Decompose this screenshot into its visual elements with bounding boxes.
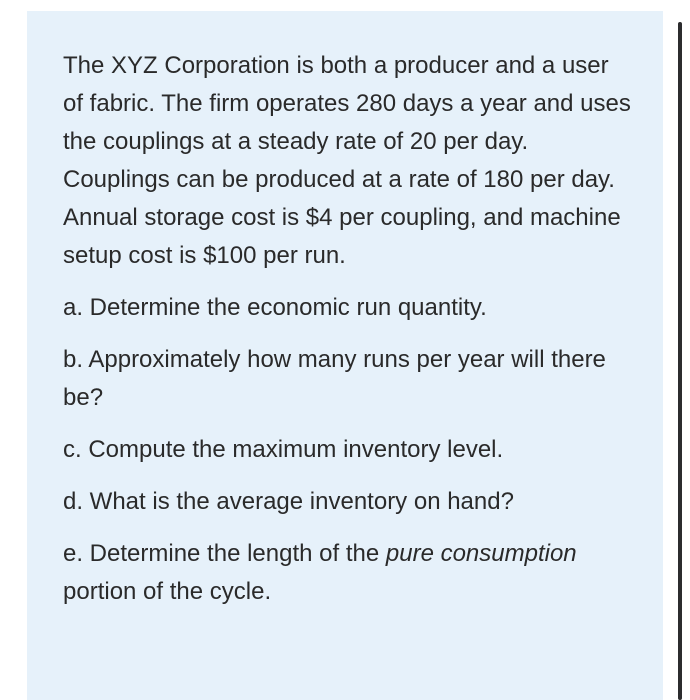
question-e-prefix: e. Determine the length of the: [63, 540, 386, 567]
question-card: [27, 11, 663, 700]
question-d: d. What is the average inventory on hand?: [63, 488, 514, 515]
question-e: [63, 535, 633, 611]
question-content: [63, 47, 633, 625]
scrollbar[interactable]: [678, 22, 682, 700]
question-e-emphasis: pure consumption: [385, 540, 577, 567]
question-b: b. Approximately how many runs per year will there be?: [63, 346, 606, 411]
question-c: c. Compute the maximum inventory level.: [63, 436, 504, 463]
question-a: a. Determine the economic run quantity.: [63, 294, 487, 321]
problem-intro: The XYZ Corporation is both a producer and a user of fabric. The firm operates 280 days a year and uses the couplings at a steady rate of 20 per day. Couplings can be produced at a rate of 180 per day. Annual storage cost is $4 per coupling, and machine setup cost is $100 per run.: [63, 52, 631, 269]
question-e-suffix: portion of the cycle.: [63, 578, 272, 605]
